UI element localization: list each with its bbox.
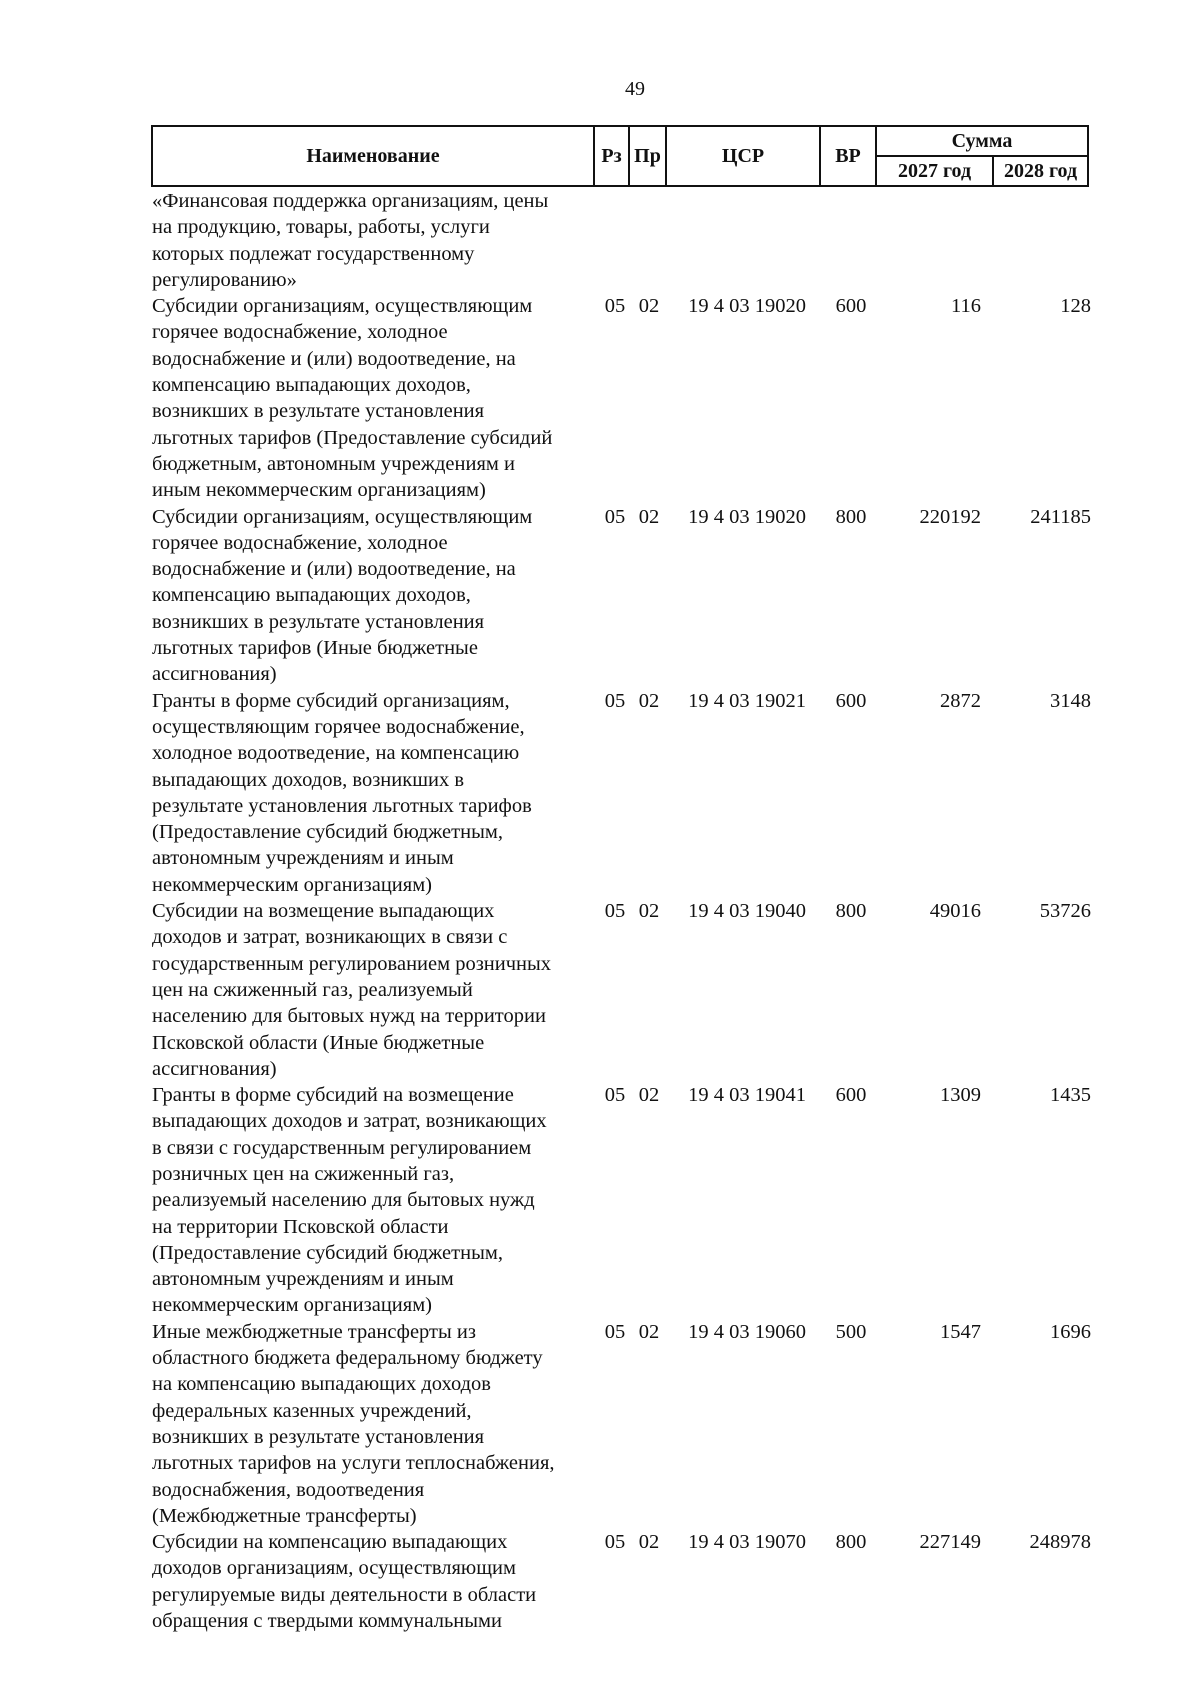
row-sum-2028: 241185 [1030,505,1091,528]
row-sum-2028 [981,188,1091,293]
row-name: Субсидии на компенсацию выпадающих доходов организациям, осуществляющим регулируемые виды деятельности в области обращения с твердыми коммунальными [152,1531,537,1633]
row-csr: 19 4 03 19041 [688,1084,806,1107]
row-rz: 05 [604,1084,626,1107]
row-pr: 02 [638,689,660,712]
row-sum-2028: 128 [1060,295,1091,318]
row-name: Субсидии на возмещение выпадающих доходов и затрат, возникающих в связи с государственным регулированием розничных цен на сжиженный газ, реализуемый населению для бытовых нужд на территории Псковской области (Иные бюджетные ассигнования) [152,900,552,1080]
row-rz: 05 [604,295,626,318]
header-year-2027: 2027 год [876,156,993,186]
row-csr: 19 4 03 19040 [688,900,806,923]
header-name: Наименование [152,126,594,186]
row-vr: 500 [835,1320,867,1343]
row-sum-2027: 1547 [940,1320,981,1343]
row-pr: 02 [638,1084,660,1107]
row-name: Субсидии организациям, осуществляющим горячее водоснабжение, холодное водоснабжение и (или) водоотведение, на компенсацию выпадающих доходов, возникших в результате установления льготных тарифов (Иные бюджетные ассигнования) [152,505,533,686]
table-row [152,688,1091,898]
row-sum-2028: 53726 [1039,900,1091,923]
row-vr: 600 [835,1084,867,1107]
row-name: Иные межбюджетные трансферты из областного бюджета федеральному бюджету на компенсацию выпадающих доходов федеральных казенных учреждений, возникших в результате установления льготных тарифов на услуги теплоснабжения, водоснабжения, водоотведения (Межбюджетные трансферты) [152,1320,555,1527]
budget-table-body [152,188,1091,1634]
table-row [152,898,1091,1082]
row-vr: 800 [835,900,867,923]
row-csr [669,188,825,293]
row-rz: 05 [604,505,626,528]
row-rz: 05 [604,900,626,923]
row-sum-2028: 3148 [1050,689,1091,712]
row-vr: 600 [835,295,867,318]
row-pr: 02 [638,505,660,528]
row-name: Гранты в форме субсидий организациям, осуществляющим горячее водоснабжение, холодное водоотведение, на компенсацию выпадающих доходов, возникших в результате установления льготных тарифов (Предоставление субсидий бюджетным, автономным учреждениям и иным некоммерческим организациям) [152,689,532,896]
row-sum-2027 [877,188,981,293]
row-csr: 19 4 03 19020 [688,505,806,528]
table-row [152,1529,1091,1634]
row-vr: 800 [835,505,867,528]
row-vr: 600 [835,689,867,712]
header-year-2028: 2028 год [993,156,1088,186]
row-name: Гранты в форме субсидий на возмещение выпадающих доходов и затрат, возникающих в связи с государственным регулированием розничных цен на сжиженный газ, реализуемый населению для бытовых нужд на территории Псковской области (Предоставление субсидий бюджетным, автономным учреждениям и иным некоммерческим организациям) [152,1084,547,1317]
row-sum-2027: 1309 [940,1084,981,1107]
table-row [152,504,1091,688]
header-csr: ЦСР [666,126,820,186]
header-sum: Сумма [876,126,1088,156]
row-csr: 19 4 03 19070 [688,1531,806,1554]
row-sum-2027: 2872 [940,689,981,712]
row-csr: 19 4 03 19021 [688,689,806,712]
table-row [152,1082,1091,1319]
row-csr: 19 4 03 19020 [688,295,806,318]
row-vr: 800 [835,1531,867,1554]
page-number: 49 [625,78,645,100]
row-sum-2027: 220192 [919,505,981,528]
row-pr: 02 [638,1320,660,1343]
table-header [151,125,1089,187]
row-rz [593,188,629,293]
header-pr: Пр [629,126,666,186]
table-row [152,188,1091,293]
row-sum-2028: 248978 [1029,1531,1091,1554]
row-rz: 05 [604,689,626,712]
row-rz: 05 [604,1320,626,1343]
row-sum-2028: 1435 [1050,1084,1091,1107]
row-pr [629,188,669,293]
table-row [152,293,1091,503]
header-rz: Рз [594,126,629,186]
table-row [152,1319,1091,1529]
row-name: «Финансовая поддержка организациям, цены на продукцию, товары, работы, услуги которых подлежат государственному регулированию» [152,190,549,291]
row-sum-2027: 227149 [919,1531,981,1554]
header-vr: ВР [820,126,876,186]
row-name: Субсидии организациям, осуществляющим горячее водоснабжение, холодное водоснабжение и (или) водоотведение, на компенсацию выпадающих доходов, возникших в результате установления льготных тарифов (Предоставление субсидий бюджетным, автономным учреждениям и иным некоммерческим организациям) [152,295,553,502]
row-pr: 02 [638,295,660,318]
row-csr: 19 4 03 19060 [688,1320,806,1343]
row-sum-2028: 1696 [1050,1320,1091,1343]
row-sum-2027: 116 [951,295,981,318]
row-pr: 02 [638,900,660,923]
row-vr [825,188,877,293]
row-rz: 05 [604,1531,626,1554]
row-sum-2027: 49016 [929,900,981,923]
row-pr: 02 [638,1531,660,1554]
